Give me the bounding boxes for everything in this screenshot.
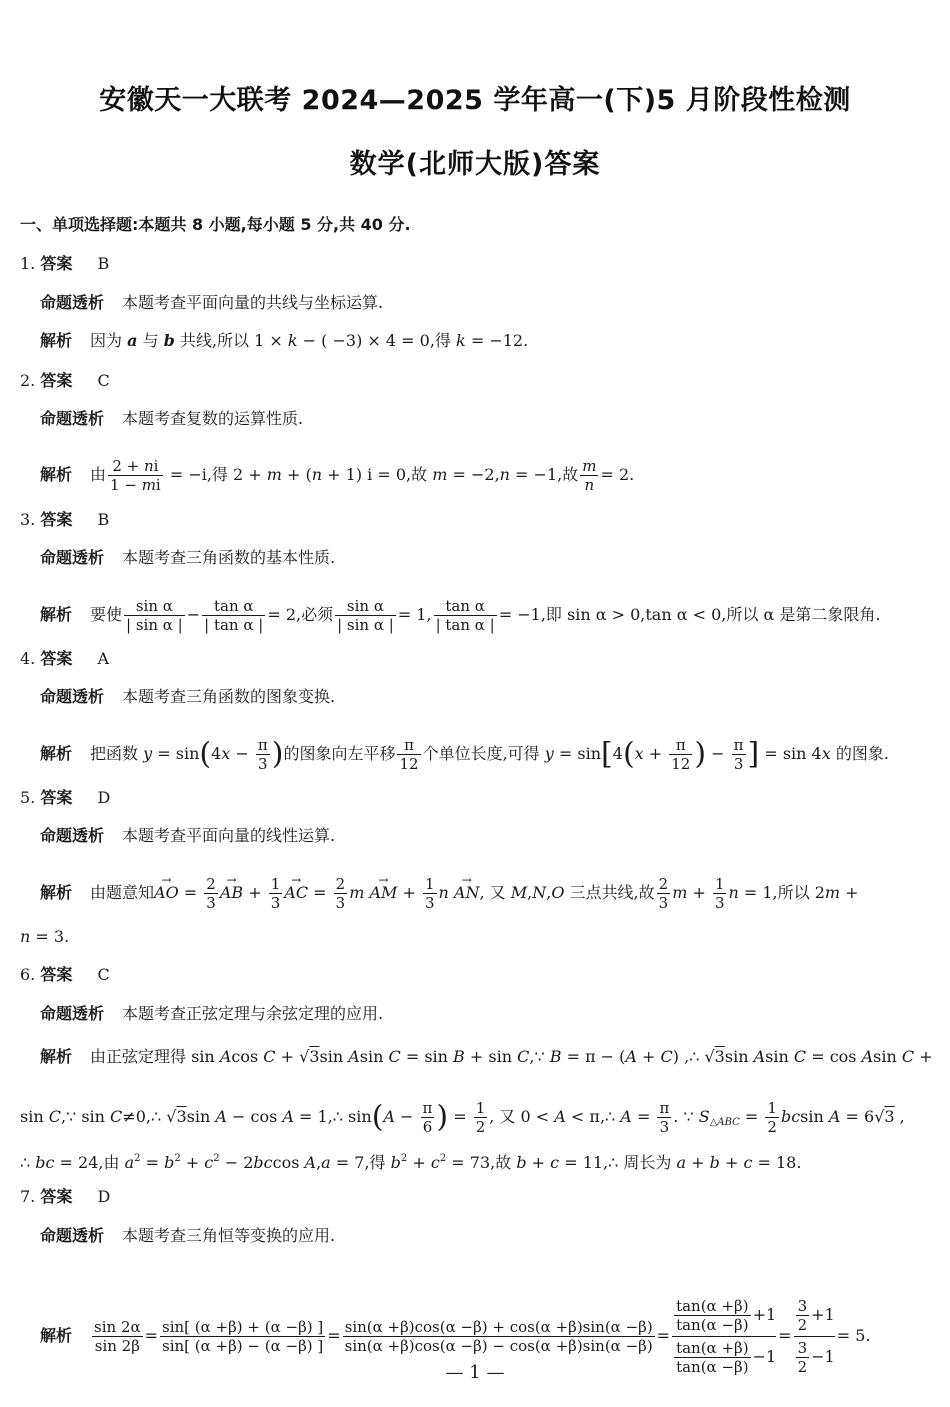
q1-solution: 因为 a 与 b 共线,所以 1 × k − ( −3) × 4 = 0,得 k = −12.	[90, 331, 529, 350]
q4-intent-label: 命题透析	[40, 687, 105, 706]
q2-number: 2.	[20, 371, 36, 390]
q1-answer-label: 答案	[40, 254, 73, 273]
q2-solution-line	[40, 457, 634, 494]
q3-intent-line	[40, 547, 335, 569]
q6-answer: C	[97, 965, 110, 984]
q6-solution-cont1: sin C,∵ sin C≠0,∴ √3sin A − cos A = 1,∴ sin(A − $\frac{\pi}{6}$ ) = $\frac{1}{2}$ , 又 0 < A < π,∴ A = $\frac{\pi}{3}$ . ∵ $S_{\triangle ABC}$ = $\frac{1}{2}$ bcsin A = 6√3 ,	[20, 1099, 905, 1136]
q6-answer-label: 答案	[40, 965, 73, 984]
q3-answer: B	[97, 510, 110, 529]
q4-number: 4.	[20, 649, 36, 668]
q5-intent: 本题考查平面向量的线性运算.	[122, 826, 336, 845]
q5-intent-line	[40, 825, 335, 847]
q7-answer-line	[20, 1186, 110, 1208]
q6-answer-line	[20, 964, 110, 986]
q3-answer-label: 答案	[40, 510, 73, 529]
q1-answer-line	[20, 253, 109, 275]
q5-answer-label: 答案	[40, 788, 73, 807]
q5-solution-line	[40, 875, 859, 912]
q6-solution-cont2: ∴ bc = 24,由 $a^2 = b^2 + c^2 - 2bccos$ A,a = 7,得 $b^2 + c^2 = 73$,故 b + c = 11,∴ 周长为 a + b + c = 18.	[20, 1153, 802, 1172]
q5-intent-label: 命题透析	[40, 826, 105, 845]
q3-solution-line	[40, 597, 880, 634]
q3-solution: 要使 $\frac{\text{sin α}}{\text{| sin α |}}$ − $\frac{\text{tan α}}{\text{| tan α |}}$ = 2,必须 $\frac{\text{sin α}}{\text{| sin α |}}$ = 1, $\frac{\text{tan α}}{\text{| tan α |}}$ = −1,即 sin α > 0,tan α < 0,所以 α 是第二象限角.	[90, 597, 881, 634]
q6-intent-line	[40, 1003, 383, 1025]
q7-solution-label: 解析	[40, 1326, 73, 1345]
q1-intent-label: 命题透析	[40, 293, 105, 312]
q1-number: 1.	[20, 254, 36, 273]
q2-answer: C	[97, 371, 110, 390]
q3-intent-label: 命题透析	[40, 548, 105, 567]
q1-intent: 本题考查平面向量的共线与坐标运算.	[122, 293, 384, 312]
q4-answer-label: 答案	[40, 649, 73, 668]
q3-number: 3.	[20, 510, 36, 529]
page-number: — 1 —	[445, 1362, 505, 1383]
q7-intent-line	[40, 1225, 335, 1247]
q4-solution-line	[40, 736, 889, 773]
q5-solution: 由题意知→ AO = $\frac{2}{3}$ → AB + $\frac{1}{3}$ → AC = $\frac{2}{3}$ m → AM + $\frac{1}{3}$ n → AN, 又 M,N,O 三点共线,故 $\frac{2}{3}$ m + $\frac{1}{3}$ n = 1,所以 2m +	[90, 883, 859, 902]
q2-solution-label: 解析	[40, 465, 73, 484]
q7-solution: $\frac{\sin 2\alpha}{\sin 2\beta}$ = $\frac{\sin[ (\alpha +\beta) + (\alpha -\beta) ]}{\sin[ (\alpha +\beta) - (\alpha -\beta) ]}$ = $\frac{\sin(\alpha +\beta)\cos(\alpha -\beta) + \cos(\alpha +\beta)\sin(\alpha -\beta)}{\sin(\alpha +\beta)\cos(\alpha -\beta) - \cos(\alpha +\beta)\sin(\alpha -\beta)}$ = $\frac{\tan(\alpha +\beta)}{\tan(\alpha -\beta)}$ +1 $\frac{\tan(\alpha +\beta)}{\tan(\alpha -\beta)}$ −1 = $\frac{3}{2}$ +1 $\frac{3}{2}$ −1 = 5.	[94, 1297, 871, 1376]
q5-number: 5.	[20, 788, 36, 807]
page-title: 安徽天一大联考 2024—2025 学年高一(下)5 月阶段性检测	[99, 85, 851, 116]
q4-intent: 本题考查三角函数的图象变换.	[122, 687, 336, 706]
q6-solution-line	[40, 1046, 933, 1068]
q7-intent-label: 命题透析	[40, 1226, 105, 1245]
q6-solution: 由正弦定理得 sin Acos C + √3sin Asin C = sin B + sin C,∵ B = π − (A + C) ,∴ √3sin Asin C = cos Asin C +	[90, 1047, 933, 1066]
q2-intent-line	[40, 408, 303, 430]
q5-solution-cont: n = 3.	[20, 927, 70, 946]
q3-solution-label: 解析	[40, 605, 73, 624]
q6-intent: 本题考查正弦定理与余弦定理的应用.	[122, 1004, 384, 1023]
q5-answer-line	[20, 787, 110, 809]
q7-answer: D	[97, 1187, 111, 1206]
q7-answer-label: 答案	[40, 1187, 73, 1206]
q5-answer: D	[97, 788, 111, 807]
q4-solution-label: 解析	[40, 744, 73, 763]
q3-answer-line	[20, 509, 109, 531]
q2-answer-label: 答案	[40, 371, 73, 390]
q4-solution: 把函数 y = sin(4x − $\frac{\pi}{3}$ )的图象向左平移 $\frac{\pi}{12}$ 个单位长度,可得 y = sin[4(x + $\frac{\pi}{12}$ ) − $\frac{\pi}{3}$ ] = sin 4x 的图象.	[90, 736, 889, 773]
q1-solution-label: 解析	[40, 331, 73, 350]
q2-intent-label: 命题透析	[40, 409, 105, 428]
section-heading: 一、单项选择题:本题共 8 小题,每小题 5 分,共 40 分.	[20, 215, 411, 234]
q7-intent: 本题考查三角恒等变换的应用.	[122, 1226, 336, 1245]
q4-answer: A	[97, 649, 110, 668]
q5-solution-label: 解析	[40, 883, 73, 902]
q1-answer: B	[97, 254, 110, 273]
page-subtitle: 数学(北师大版)答案	[349, 149, 601, 180]
q6-number: 6.	[20, 965, 36, 984]
q4-intent-line	[40, 686, 335, 708]
q2-answer-line	[20, 370, 110, 392]
q6-intent-label: 命题透析	[40, 1004, 105, 1023]
q1-intent-line	[40, 292, 383, 314]
q1-solution-line	[40, 330, 528, 352]
q7-number: 7.	[20, 1187, 36, 1206]
q2-solution: 由 $\frac{2 + ni}{1 - mi}$ = −i,得 2 + m + (n + 1) i = 0,故 m = −2,n = −1,故 $\frac{m}{n}$ = 2.	[90, 457, 635, 494]
q2-intent: 本题考查复数的运算性质.	[122, 409, 304, 428]
q6-solution-label: 解析	[40, 1047, 73, 1066]
q3-intent: 本题考查三角函数的基本性质.	[122, 548, 336, 567]
q4-answer-line	[20, 648, 109, 670]
